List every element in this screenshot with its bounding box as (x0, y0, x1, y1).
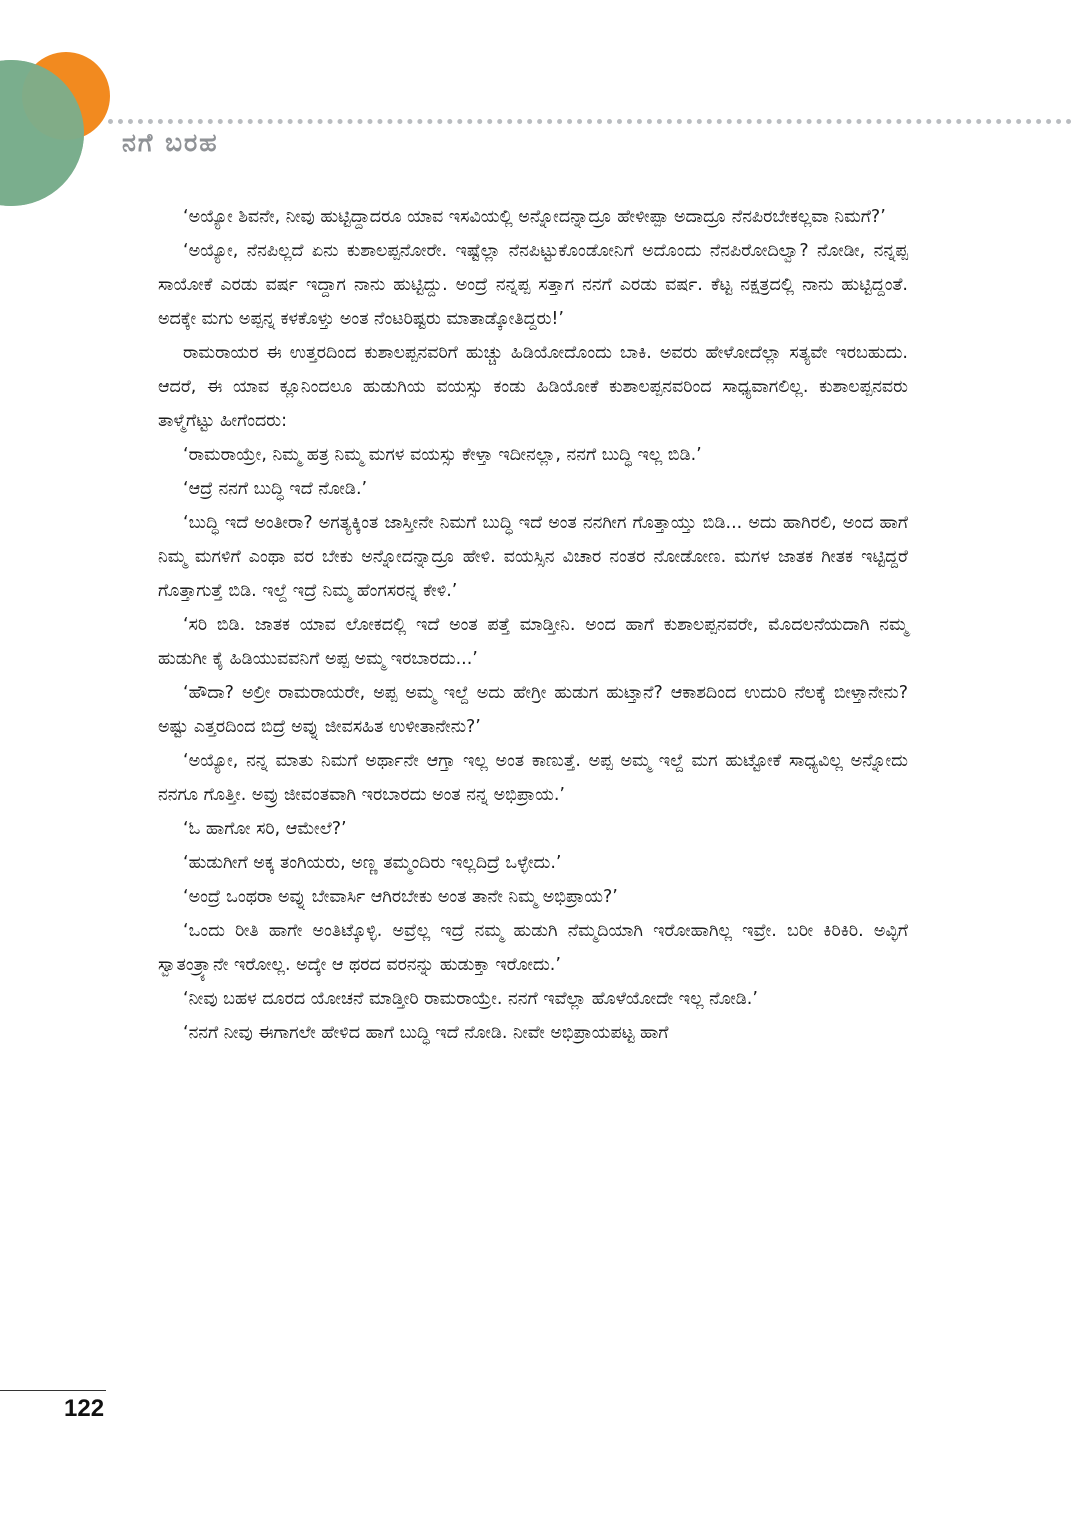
paragraph: ‘ಓ ಹಾಗೋ ಸರಿ, ಆಮೇಲೆ?’ (183, 819, 347, 839)
paragraph: ‘ಬುದ್ಧಿ ಇದೆ ಅಂತೀರಾ? ಅಗತ್ಯಕ್ಕಿಂತ ಜಾಸ್ತೀನೇ ನಿಮಗೆ ಬುದ್ಧಿ ಇದೆ ಅಂತ ನನಗೀಗ ಗೊತ್ತಾಯ್ತು ಬಿಡಿ... ಅದು ಹಾಗಿರಲಿ, ಅಂದ ಹಾಗೆ ನಿಮ್ಮ ಮಗಳಿಗೆ ಎಂಥಾ ವರ ಬೇಕು ಅನ್ನೋದನ್ನಾದ್ರೂ ಹೇಳಿ. ವಯಸ್ಸಿನ ವಿಚಾರ ನಂತರ ನೋಡೋಣ. ಮಗಳ ಜಾತಕ ಗೀತಕ ಇಟ್ಟಿದ್ದರೆ ಗೊತ್ತಾಗುತ್ತೆ ಬಿಡಿ. ಇಲ್ದೆ ಇದ್ರೆ ನಿಮ್ಮ ಹೆಂಗಸರನ್ನ ಕೇಳಿ.’ (158, 513, 908, 601)
footer-rule (0, 1390, 106, 1391)
paragraph: ‘ಅಂದ್ರೆ ಒಂಥರಾ ಅವ್ನು ಬೇವಾರ್ಸಿ ಆಗಿರಬೇಕು ಅಂತ ತಾನೇ ನಿಮ್ಮ ಅಭಿಪ್ರಾಯ?’ (183, 887, 618, 907)
paragraph: ‘ಅಯ್ಯೋ, ನೆನಪಿಲ್ಲದೆ ಏನು ಕುಶಾಲಪ್ಪನೋರೇ. ಇಷ್ಟೆಲ್ಲಾ ನೆನಪಿಟ್ಟುಕೊಂಡೋನಿಗೆ ಅದೊಂದು ನೆನಪಿರೋದಿಲ್ವಾ? ನೋಡೀ, ನನ್ನಪ್ಪ ಸಾಯೋಕೆ ಎರಡು ವರ್ಷ ಇದ್ದಾಗ ನಾನು ಹುಟ್ಟಿದ್ದು. ಅಂದ್ರೆ ನನ್ನಪ್ಪ ಸತ್ತಾಗ ನನಗೆ ಎರಡು ವರ್ಷ. ಕೆಟ್ಟ ನಕ್ಷತ್ರದಲ್ಲಿ ನಾನು ಹುಟ್ಟಿದ್ದಂತೆ. ಅದಕ್ಕೇ ಮಗು ಅಪ್ಪನ್ನ ಕಳಕೊಳ್ತು ಅಂತ ನೆಂಟರಿಷ್ಟರು ಮಾತಾಡ್ಕೋತಿದ್ದರು!’ (158, 241, 908, 329)
page-number: 122 (64, 1395, 105, 1422)
paragraph: ‘ಹುಡುಗೀಗೆ ಅಕ್ಕ ತಂಗಿಯರು, ಅಣ್ಣ ತಮ್ಮಂದಿರು ಇಲ್ಲದಿದ್ರೆ ಒಳ್ಳೇದು.’ (183, 853, 562, 873)
paragraph: ‘ಸರಿ ಬಿಡಿ. ಜಾತಕ ಯಾವ ಲೋಕದಲ್ಲಿ ಇದೆ ಅಂತ ಪತ್ತೆ ಮಾಡ್ತೀನಿ. ಅಂದ ಹಾಗೆ ಕುಶಾಲಪ್ಪನವರೇ, ಮೊದಲನೆಯದಾಗಿ ನಮ್ಮ ಹುಡುಗೀ ಕೈ ಹಿಡಿಯುವವನಿಗೆ ಅಪ್ಪ ಅಮ್ಮ ಇರಬಾರದು...’ (158, 615, 908, 669)
paragraph: ‘ನೀವು ಬಹಳ ದೂರದ ಯೋಚನೆ ಮಾಡ್ತೀರಿ ರಾಮರಾಯ್ರೇ. ನನಗೆ ಇವೆಲ್ಲಾ ಹೊಳೆಯೋದೇ ಇಲ್ಲ ನೋಡಿ.’ (183, 989, 758, 1009)
body-text (158, 200, 908, 1050)
paragraph: ‘ಅಯ್ಯೋ, ನನ್ನ ಮಾತು ನಿಮಗೆ ಅರ್ಥಾನೇ ಆಗ್ತಾ ಇಲ್ಲ ಅಂತ ಕಾಣುತ್ತೆ. ಅಪ್ಪ ಅಮ್ಮ ಇಲ್ದೆ ಮಗ ಹುಟ್ಟೋಕೆ ಸಾಧ್ಯವಿಲ್ಲ ಅನ್ನೋದು ನನಗೂ ಗೊತ್ತೀ. ಅವ್ರು ಜೀವಂತವಾಗಿ ಇರಬಾರದು ಅಂತ ನನ್ನ ಅಭಿಪ್ರಾಯ.’ (158, 751, 908, 805)
paragraph: ‘ರಾಮರಾಯ್ರೇ, ನಿಮ್ಮ ಹತ್ರ ನಿಮ್ಮ ಮಗಳ ವಯಸ್ಸು ಕೇಳ್ತಾ ಇದೀನಲ್ಲಾ, ನನಗೆ ಬುದ್ಧಿ ಇಲ್ಲ ಬಿಡಿ.’ (183, 445, 702, 465)
paragraph: ‘ಆದ್ರೆ ನನಗೆ ಬುದ್ಧಿ ಇದೆ ನೋಡಿ.’ (183, 479, 368, 499)
paragraph: ‘ಹೌದಾ? ಅಲ್ರೀ ರಾಮರಾಯರೇ, ಅಪ್ಪ ಅಮ್ಮ ಇಲ್ದೆ ಅದು ಹೇಗ್ರೀ ಹುಡುಗ ಹುಟ್ತಾನೆ? ಆಕಾಶದಿಂದ ಉದುರಿ ನೆಲಕ್ಕೆ ಬೀಳ್ತಾನೇನು? ಅಷ್ಟು ಎತ್ತರದಿಂದ ಬಿದ್ರೆ ಅವ್ನು ಜೀವಸಹಿತ ಉಳೀತಾನೇನು?’ (158, 683, 908, 737)
dotted-header-rule (108, 119, 1072, 124)
paragraph: ರಾಮರಾಯರ ಈ ಉತ್ತರದಿಂದ ಕುಶಾಲಪ್ಪನವರಿಗೆ ಹುಚ್ಚು ಹಿಡಿಯೋದೊಂದು ಬಾಕಿ. ಅವರು ಹೇಳೋದೆಲ್ಲಾ ಸತ್ಯವೇ ಇರಬಹುದು. ಆದರೆ, ಈ ಯಾವ ಕ್ಲೂನಿಂದಲೂ ಹುಡುಗಿಯ ವಯಸ್ಸು ಕಂಡು ಹಿಡಿಯೋಕೆ ಕುಶಾಲಪ್ಪನವರಿಂದ ಸಾಧ್ಯವಾಗಲಿಲ್ಲ. ಕುಶಾಲಪ್ಪನವರು ತಾಳ್ಮೆಗೆಟ್ಟು ಹೀಗೆಂದರು: (158, 343, 908, 431)
paragraph: ‘ಒಂದು ರೀತಿ ಹಾಗೇ ಅಂತಿಟ್ಕೊಳ್ಳಿ. ಅವ್ರೆಲ್ಲ ಇದ್ರೆ ನಮ್ಮ ಹುಡುಗಿ ನೆಮ್ಮದಿಯಾಗಿ ಇರೋಹಾಗಿಲ್ಲ ಇವ್ರೇ. ಬರೀ ಕಿರಿಕಿರಿ. ಅವ್ಳಿಗೆ ಸ್ವಾತಂತ್ರ್ಯಾನೇ ಇರೋಲ್ಲ. ಅದ್ಕೇ ಆ ಥರದ ವರನನ್ನು ಹುಡುಕ್ತಾ ಇರೋದು.’ (158, 921, 908, 975)
paragraph: ‘ನನಗೆ ನೀವು ಈಗಾಗಲೇ ಹೇಳಿದ ಹಾಗೆ ಬುದ್ಧಿ ಇದೆ ನೋಡಿ. ನೀವೇ ಅಭಿಪ್ರಾಯಪಟ್ಟ ಹಾಗೆ (183, 1023, 669, 1043)
section-title: ನಗೆ ಬರಹ (122, 128, 219, 157)
paragraph: ‘ಅಯ್ಯೋ ಶಿವನೇ, ನೀವು ಹುಟ್ಟಿದ್ದಾದರೂ ಯಾವ ಇಸವಿಯಲ್ಲಿ ಅನ್ನೋದನ್ನಾದ್ರೂ ಹೇಳೀಪ್ಪಾ ಅದಾದ್ರೂ ನೆನಪಿರಬೇಕಲ್ಲವಾ ನಿಮಗೆ?’ (183, 207, 886, 227)
